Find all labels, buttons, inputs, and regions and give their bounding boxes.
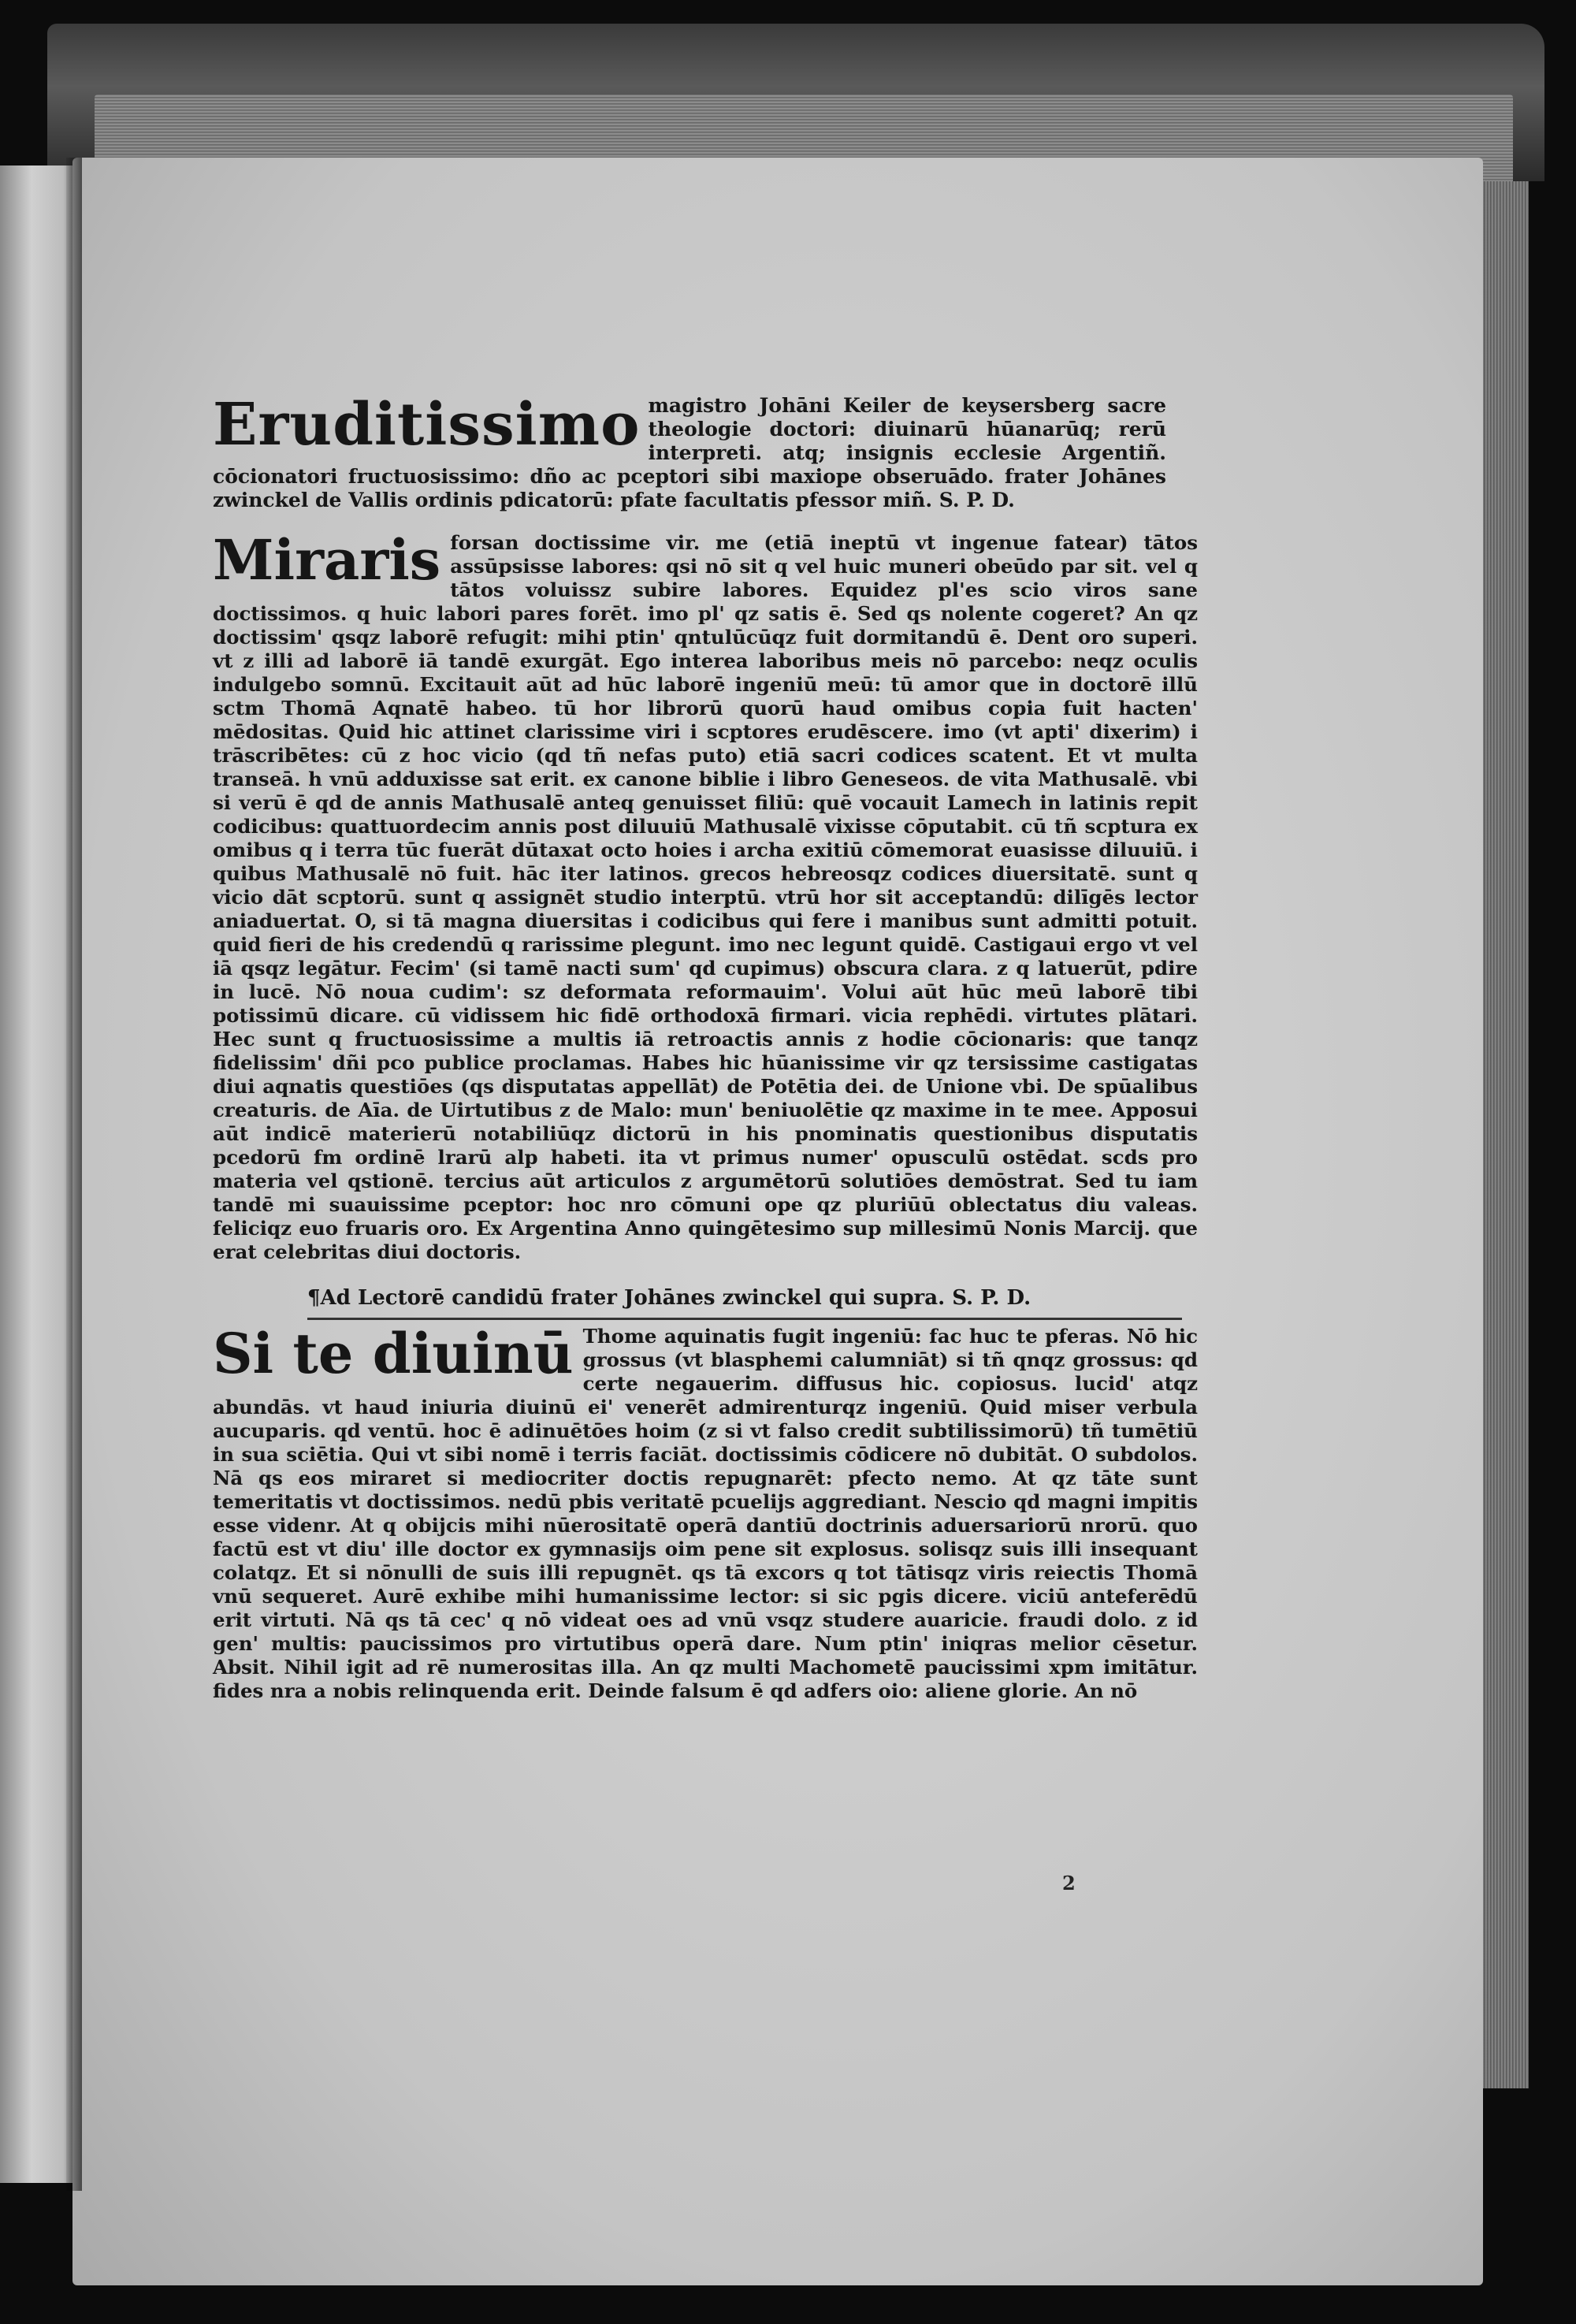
letter-section <box>213 528 1198 1264</box>
text-block <box>213 391 1198 1703</box>
spine-shadow <box>66 158 82 2191</box>
addressee-line: ¶Ad Lectorē candidū frater Johānes zwinckel qui supra. S. P. D. <box>307 1286 1031 1310</box>
dedication-text: magistro Johāni Keiler de keysersberg sacre theologie doctori: diuinarū hūanarūq; rerū interpreti. atq; insignis ecclesie Argentiñ. cōcionatori fructuosissimo: dño ac pceptori sibi maxiope obseruādo. frater Johānes zwinckel de Vallis ordinis pdicatorū: pfate facultatis pfessor miñ. S. P. D. <box>213 394 1166 511</box>
letter-body: forsan doctissime vir. me (etiā ineptū vt ingenue fatear) tātos assūpsisse labores: qsi nō sit q vel huic muneri obeūdo par sit. vel q tātos voluissz subire labores. Equidez pl'es scio viros sane doctissimos. q huic labori pares forēt. imo pl' qz satis ē. Sed qs nolente cogeret? An qz doctissim' qsqz laborē refugit: mihi ptin' qntulūcūqz fuit dormitandū ē. Dent oro superi. vt z illi ad laborē iā tandē exurgāt. Ego interea laboribus meis nō parcebo: neqz oculis indulgebo somnū. Excitauit aūt ad hūc laborē ingeniū meū: tū amor que in doctorē illū sctm Thomā Aqnatē habeo. tū hor librorū quorū haud omibus copia fuit hacten' mēdositas. Quid hic attinet clarissime viri i scptores erudēscere. imo (vt apti' dixerim) i trāscribētes: cū z hoc vicio (qd tñ nefas puto) etiā sacri codices scatent. Et vt multa transeā. h vnū adduxisse sat erit. ex canone biblie i libro Geneseos. de vita Mathusalē. vbi si verū ē qd de annis Mathusalē anteq genuisset filiū: quē vocauit Lamech in latinis repit codicibus: quattuordecim annis post diluuiū Mathusalē vixisse cōputabit. cū tñ scptura ex omibus q i terra tūc fuerāt dūtaxat octo hoies i archa exitiū cōmemorat euasisse diluuiū. i quibus Mathusalē nō fuit. hāc iter latinos. grecos hebreosqz codices diuersitatē. sunt q vicio dāt scptorū. sunt q assignēt studio interptū. vtrū hor sit acceptandū: dilīgēs lector aniaduertat. O, si tā magna diuersitas i codicibus qui fere i manibus sunt admitti potuit. quid fieri de his credendū q rarissime plegunt. imo nec legunt quidē. Castigaui ergo vt vel iā qsqz legātur. Fecim' (si tamē nacti sum' qd cupimus) obscura clara. z q latuerūt, pdire in lucē. Nō noua cudim': sz deformata reformauim'. Volui aūt hūc meū laborē tibi potissimū dicare. cū vidissem hic fidē orthodoxā firmari. vicia rephēdi. virtutes plātari. Hec sunt q fructuosissime a multis iā retroactis annis z hodie cōcionaris: que tanqz fidelissim' dñi pco publice proclamas. Habes hic hūanissime vir qz tersissime castigatas diui aqnatis questiōes (qs disputatas appellāt) de Potētia dei. de Unione vbi. De spūalibus creaturis. de Aīa. de Uirtutibus z de Malo: mun' beniuolētie qz maxime in te mee. Apposui aūt indicē materierū notabiliūqz dictorū in his pnominatis questionibus disputatis pcedorū fm ordinē lrarū alp habeti. ita vt primus numer' opusculū ostēdat. scds pro materia vel qstionē. tercius aūt articulos z argumētorū solutiōes demōstrat. Sed tu iam tandē mi suauissime pceptor: hoc nro cōmuni ope qz pluriūū oblectatus diu valeas. feliciqz euo fruaris oro. Ex Argentina Anno quingētesimo sup millesimū Nonis Marcij. que erat celebritas diui doctoris. <box>213 531 1198 1263</box>
dedication-section <box>213 391 1198 512</box>
reader-section <box>213 1321 1198 1703</box>
page-number: 2 <box>1062 1872 1076 1895</box>
header-initial-word: Eruditissimo <box>213 391 641 459</box>
letter-initial-word: Miraris <box>213 527 441 593</box>
reader-initial-words: Si te diuinū <box>213 1321 574 1386</box>
reader-body: Thome aquinatis fugit ingeniū: fac huc te pferas. Nō hic grossus (vt blasphemi calumniāt) si tñ qnqz grossus: qd certe negauerim. diffusus hic. copiosus. lucid' atqz abundās. vt haud iniuria diuinū ei' venerēt admirenturqz ingeniū. Quid miser verbula aucuparis. qd ventū. hoc ē adinuētōes hoim (z si vt falso credit subtilissimorū) tñ tumētiū in sua sciētia. Qui vt sibi nomē i terris faciāt. doctissimis cōdicere nō dubitāt. O subdolos. Nā qs eos miraret si mediocriter doctis repugnarēt: pfecto nemo. At qz tāte sunt temeritatis vt doctissimos. nedū pbis veritatē pcuelijs aggrediant. Nescio qd magni impitis esse videnr. At q obijcis mihi nūerositatē operā dantiū doctrinis aduersariorū nrorū. quo factū est vt diu' ille doctor ex gymnasijs oim pene sit explosus. solisqz suis illi insequant colatqz. Et si nōnulli de suis illi repugnēt. qs tā excors q tot tātisqz viris reiectis Thomā vnū sequeret. Aurē exhibe mihi humanissime lector: si sic pgis dicere. viciū anteferēdū erit virtuti. Nā qs tā cec' q nō videat oes ad vnū vsqz studere auaricie. fraudi dolo. z id gen' multis: paucissimos pro virtutibus operā dare. Num ptin' iniqras melior cēsetur. Absit. Nihil igit ad rē numerositas illa. An qz multi Machometē paucissimi xpm imitātur. fides nra a nobis relinquenda erit. Deinde falsum ē qd adfers oio: aliene glorie. An nō <box>213 1325 1198 1702</box>
divider-rule <box>307 1318 1182 1320</box>
